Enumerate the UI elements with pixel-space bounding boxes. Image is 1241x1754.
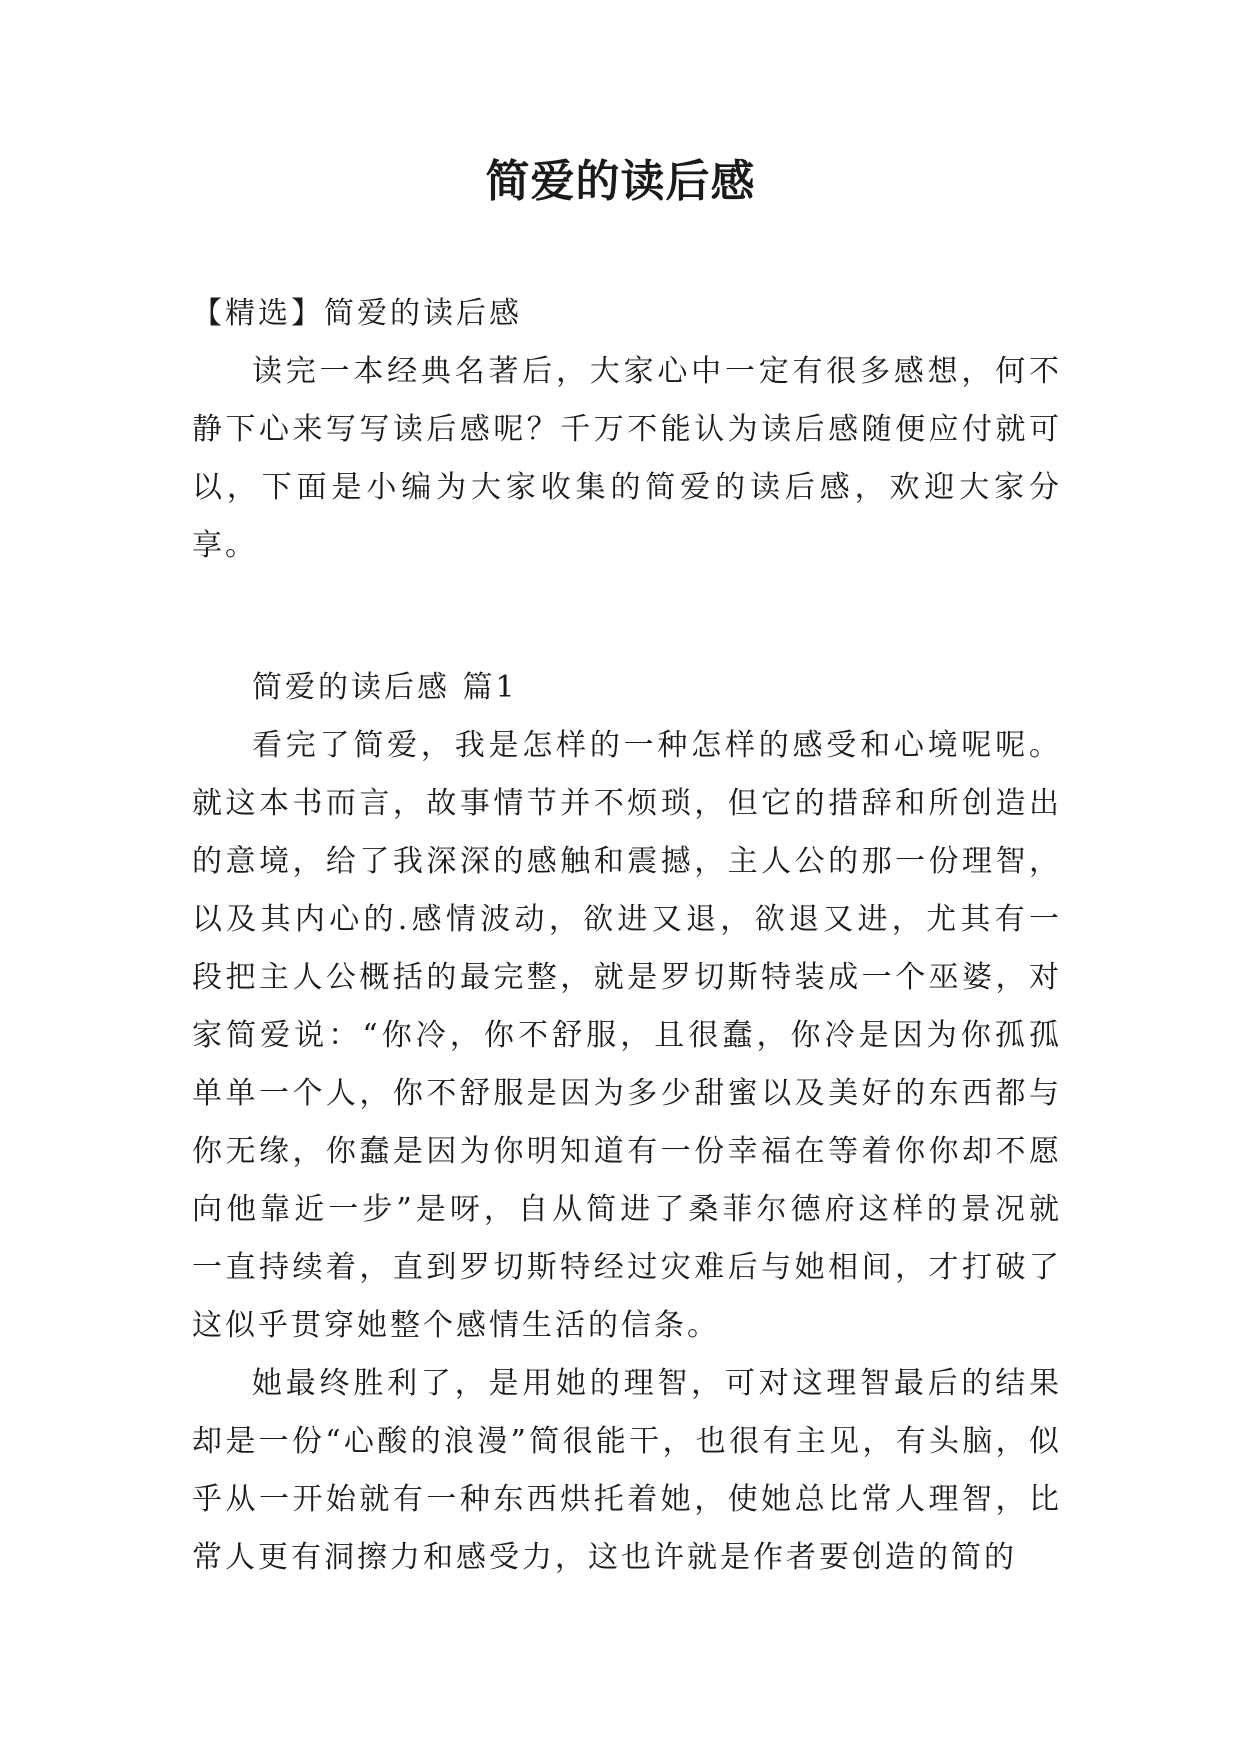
document-body	[192, 285, 1062, 1587]
section-heading: 简爱的读后感 篇1	[252, 670, 518, 705]
section-spacer	[192, 575, 1062, 659]
document-title: 简爱的读后感	[485, 156, 756, 207]
intro-paragraph: 读完一本经典名著后，大家心中一定有很多感想，何不静下心来写写读后感呢？千万不能认为读后感随便应付就可以，下面是小编为大家收集的简爱的读后感，欢迎大家分享。	[192, 354, 1062, 563]
body-paragraph: 看完了简爱，我是怎样的一种怎样的感受和心境呢呢。就这本书而言，故事情节并不烦琐，但它的措辞和所创造出的意境，给了我深深的感触和震撼，主人公的那一份理智，以及其内心的.感情波动，欲进又退，欲退又进，尤其有一段把主人公概括的最完整，就是罗切斯特装成一个巫婆，对家简爱说：“你冷，你不舒服，且很蠢，你冷是因为你孤孤单单一个人，你不舒服是因为多少甜蜜以及美好的东西都与你无缘，你蠢是因为你明知道有一份幸福在等着你你却不愿向他靠近一步”是呀，自从简进了桑菲尔德府这样的景况就一直持续着，直到罗切斯特经过灾难后与她相间，才打破了这似乎贯穿她整个感情生活的信条。	[192, 728, 1062, 1343]
body-paragraph: 她最终胜利了，是用她的理智，可对这理智最后的结果却是一份“心酸的浪漫”简很能干，也很有主见，有头脑，似乎从一开始就有一种东西烘托着她，使她总比常人理智，比常人更有洞擦力和感受力，这也许就是作者要创造的简的	[192, 1366, 1062, 1575]
featured-label: 【精选】简爱的读后感	[192, 296, 522, 331]
